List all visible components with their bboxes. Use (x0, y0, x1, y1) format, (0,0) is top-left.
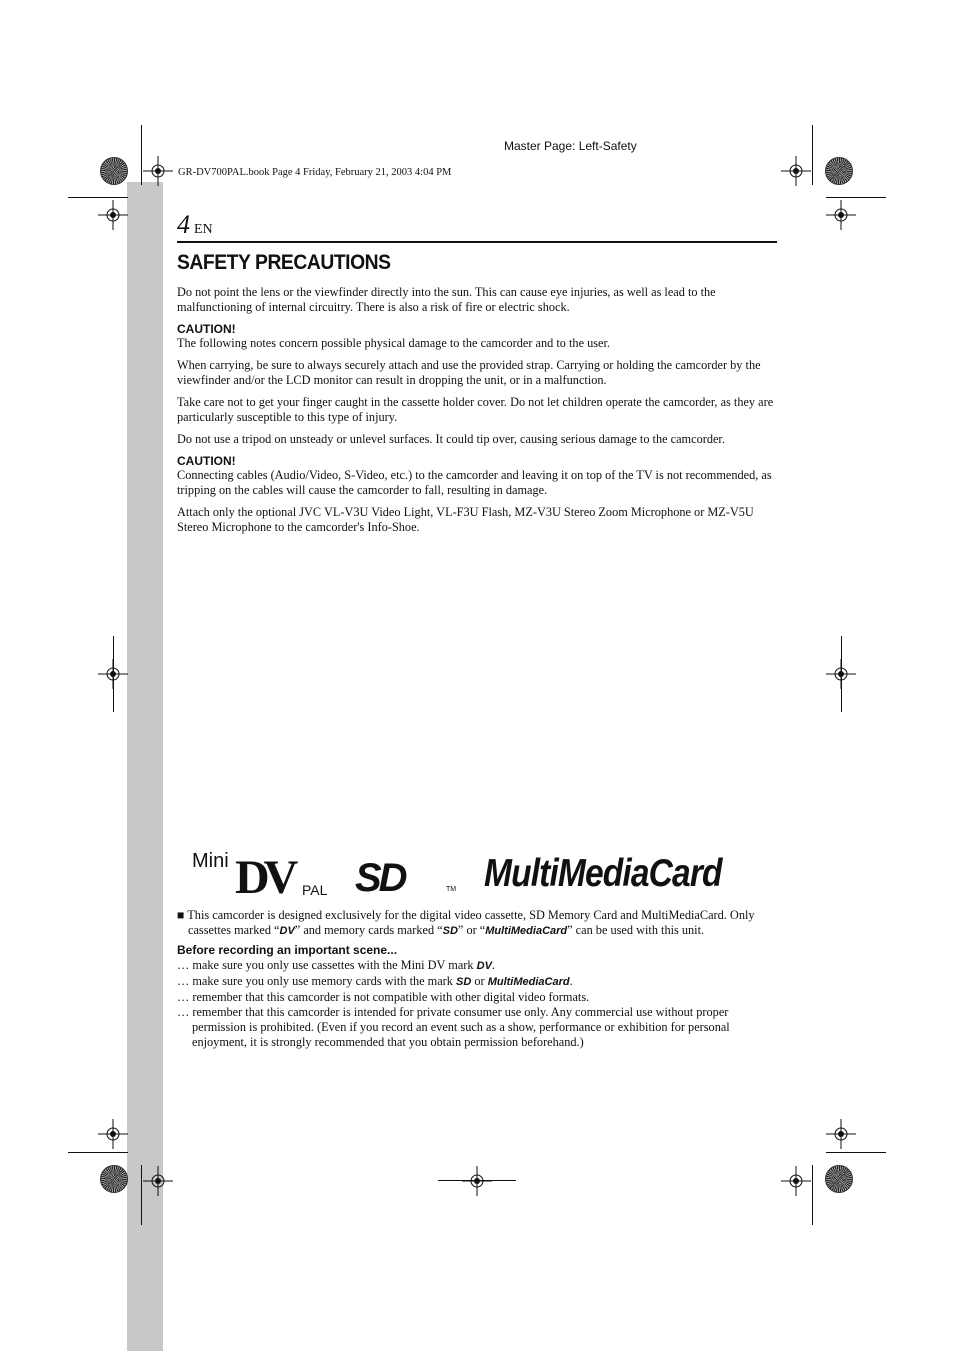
mini-dv-logo-pal: PAL (302, 882, 328, 898)
sd-logo: SD (355, 856, 405, 900)
page-language: EN (194, 222, 213, 237)
paragraph: When carrying, be sure to always securely attach and use the provided strap. Carrying or holding the camcorder by the viewfinder and/or the LCD monitor can result in dropping the unit, or in a malfunction. (177, 358, 761, 387)
header-rule (177, 241, 777, 243)
crop-mark (826, 197, 886, 198)
note-text: ” and memory cards marked “ (294, 923, 443, 937)
registration-mark-icon (462, 1166, 492, 1196)
sd-inline-logo: SD (456, 976, 472, 988)
registration-mark-icon (826, 1119, 856, 1149)
mini-dv-logo-dv: DV (235, 851, 293, 904)
format-logos (180, 850, 780, 905)
safety-body (177, 285, 777, 542)
crop-mark (812, 125, 813, 185)
page-number (177, 210, 213, 240)
caution-heading: CAUTION! (177, 453, 236, 468)
mini-dv-logo-mini: Mini (192, 850, 229, 872)
crop-mark (141, 1165, 142, 1225)
color-dial-icon (100, 1165, 128, 1193)
note-text: ” can be used with this unit. (567, 923, 705, 937)
sd-logo-tm: TM (446, 886, 457, 893)
media-notes (177, 908, 777, 1050)
item-text: . (491, 958, 495, 972)
registration-mark-icon (143, 1166, 173, 1196)
note-text: ” or “ (457, 923, 486, 937)
item-text: … make sure you only use cassettes with the Mini DV mark (177, 958, 477, 972)
registration-mark-icon (98, 200, 128, 230)
crop-mark (68, 197, 128, 198)
paragraph: Connecting cables (Audio/Video, S-Video, etc.) to the camcorder and leaving it on top of the TV is not recommended, as tripping on the cables will cause the camcorder to fall, resulting in damage. (177, 468, 772, 498)
mini-dv-inline-logo: DV (476, 960, 492, 972)
color-dial-icon (825, 1165, 853, 1193)
page-number-value: 4 (177, 210, 190, 239)
item-text: or (471, 974, 488, 988)
list-item (177, 958, 777, 974)
registration-mark-icon (98, 659, 128, 689)
color-dial-icon (825, 157, 853, 185)
registration-mark-icon (98, 1119, 128, 1149)
list-item: … remember that this camcorder is intended for private consumer use only. Any commercial use without proper permission is prohibited. (Even if you record an event such as a show, performance or exhibition for personal enjoyment, it is strongly recommended that you obtain permission beforehand.) (177, 1005, 730, 1049)
book-info-line: GR-DV700PAL.book Page 4 Friday, February 21, 2003 4:04 PM (178, 167, 452, 178)
item-text: … make sure you only use memory cards with the mark (177, 974, 457, 988)
note-text: This camcorder is designed exclusively for the digital video cassette, SD Memory Card and MultiMediaCard. Only cassettes marked “ (187, 908, 755, 937)
crop-mark (826, 1152, 886, 1153)
registration-mark-icon (781, 1166, 811, 1196)
item-text: . (569, 974, 573, 988)
color-dial-icon (100, 157, 128, 185)
paragraph: The following notes concern possible physical damage to the camcorder and to the user. (177, 336, 610, 351)
paragraph: Attach only the optional JVC VL-V3U Video Light, VL-F3U Flash, MZ-V3U Stereo Zoom Microphone or MZ-V5U Stereo Microphone to the camcorder's Info-Shoe. (177, 505, 754, 534)
compatibility-note (177, 908, 777, 939)
registration-mark-icon (781, 156, 811, 186)
master-page-label: Master Page: Left-Safety (504, 139, 637, 153)
registration-mark-icon (826, 200, 856, 230)
sd-inline-logo: SD (442, 925, 458, 937)
bullet-icon: ■ (177, 908, 185, 922)
paragraph: Take care not to get your finger caught in the cassette holder cover. Do not let children operate the camcorder, as they are particularly susceptible to this type of injury. (177, 395, 774, 424)
caution-heading: CAUTION! (177, 321, 236, 336)
multimediacard-logo: MultiMediaCard (484, 852, 722, 895)
paragraph: Do not use a tripod on unsteady or unlevel surfaces. It could tip over, causing serious damage to the camcorder. (177, 431, 725, 446)
registration-mark-icon (143, 156, 173, 186)
page-title: SAFETY PRECAUTIONS (177, 251, 391, 274)
crop-mark (68, 1152, 128, 1153)
mmc-inline-logo: MultiMediaCard (487, 976, 570, 988)
before-recording-heading: Before recording an important scene... (177, 943, 398, 957)
crop-mark (812, 1165, 813, 1225)
mini-dv-inline-logo: DV (279, 925, 295, 937)
mmc-inline-logo: MultiMediaCard (485, 925, 568, 937)
list-item: … remember that this camcorder is not compatible with other digital video formats. (177, 990, 590, 1004)
registration-mark-icon (826, 659, 856, 689)
paragraph: Do not point the lens or the viewfinder directly into the sun. This can cause eye injuries, as well as lead to the malfunctioning of internal circuitry. There is also a risk of fire or electric shock. (177, 285, 716, 314)
list-item (177, 974, 777, 990)
crop-mark (141, 125, 142, 185)
